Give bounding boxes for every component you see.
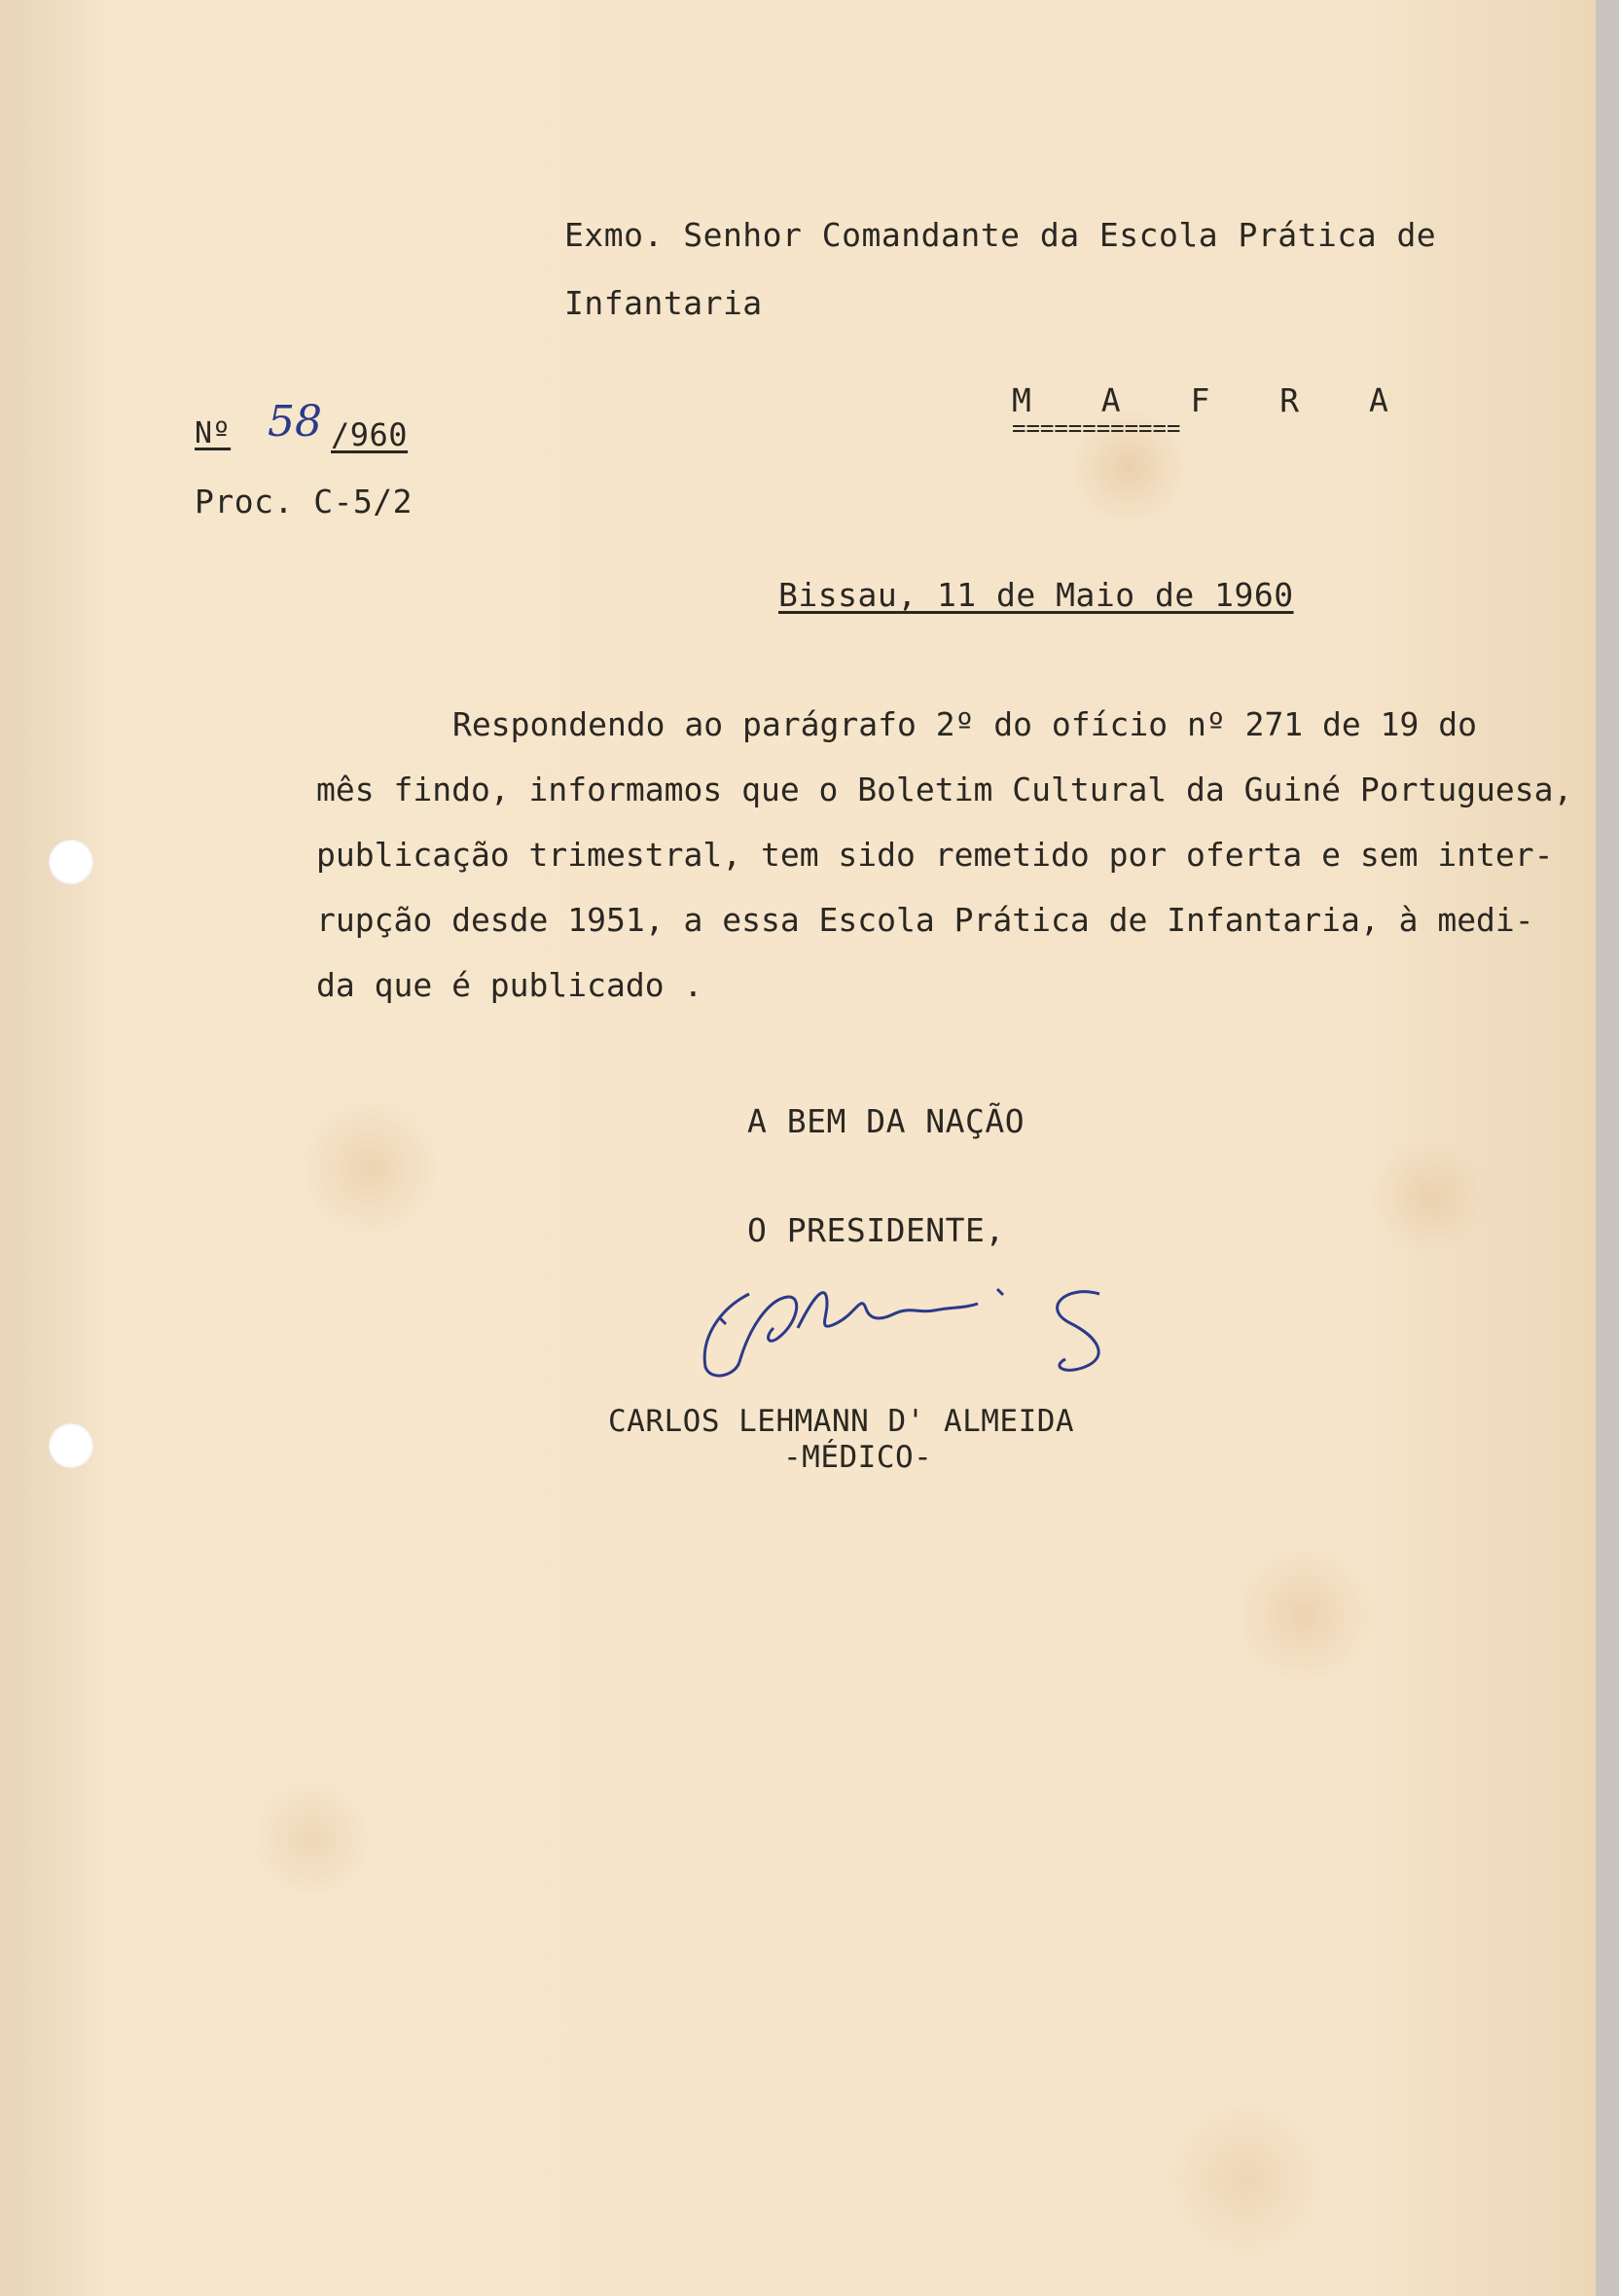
body-paragraph <box>316 771 1572 1031</box>
reference-year: /960 <box>331 416 409 453</box>
letter-date: Bissau, 11 de Maio de 1960 <box>778 576 1294 614</box>
reference-number-handwritten: 58 <box>268 397 322 447</box>
punch-hole-bottom <box>49 1423 93 1468</box>
body-line-5: da que é publicado . <box>316 966 703 1004</box>
body-line-4: rupção desde 1951, a essa Escola Prática de Infantaria, à medi- <box>316 901 1534 939</box>
closing-salutation: A BEM DA NAÇÃO <box>747 1102 1025 1140</box>
reference-prefix: Nº <box>195 416 232 450</box>
signatory-name: CARLOS LEHMANN D' ALMEIDA <box>608 1404 1075 1439</box>
body-line-1: Respondendo ao parágrafo 2º do ofício nº 271 de 19 do <box>452 705 1477 743</box>
addressee-line-2: Infantaria <box>564 284 763 322</box>
city-name: M A F R A <box>1012 381 1414 419</box>
addressee-line-1: Exmo. Senhor Comandante da Escola Prática de <box>564 216 1437 254</box>
paper-edge-shading <box>0 0 107 2296</box>
punch-hole-top <box>49 840 93 884</box>
body-line-2: mês findo, informamos que o Boletim Cultural da Guiné Portuguesa, <box>316 771 1573 808</box>
scan-background-edge <box>1596 0 1619 2296</box>
signatory-profession: -MÉDICO- <box>783 1440 933 1475</box>
process-number: Proc. C-5/2 <box>195 483 414 520</box>
body-first-line <box>452 705 1477 771</box>
handwritten-signature <box>681 1270 1138 1396</box>
signatory-title: O PRESIDENTE, <box>747 1211 1005 1249</box>
city-underline: ============ <box>1012 414 1181 442</box>
body-line-3: publicação trimestral, tem sido remetido por oferta e sem inter- <box>316 836 1554 874</box>
